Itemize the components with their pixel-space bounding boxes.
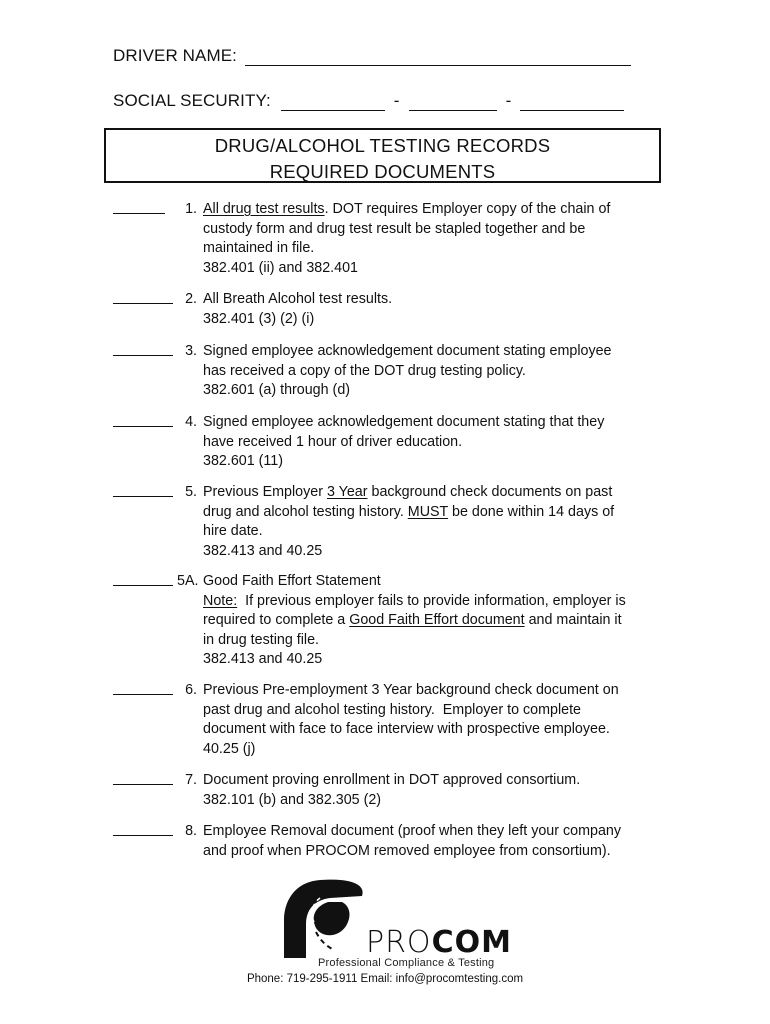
logo-tagline: Professional Compliance & Testing bbox=[318, 957, 495, 969]
checkoff-blank[interactable] bbox=[113, 585, 173, 586]
checkoff-blank[interactable] bbox=[113, 784, 173, 785]
item-text bbox=[203, 200, 673, 278]
item-text-line: and maintain it bbox=[524, 612, 622, 628]
checkoff-blank[interactable] bbox=[113, 355, 173, 356]
item-text-line: be done within 14 days of bbox=[448, 503, 615, 520]
item-text bbox=[203, 681, 673, 759]
item-text-line: Signed employee acknowledgement document stating employee bbox=[203, 343, 612, 359]
item-number: 5A. bbox=[177, 573, 199, 589]
regulation-reference: 40.25 (j) bbox=[203, 740, 256, 757]
item-text-underlined: Note: bbox=[203, 592, 238, 609]
item-number: 3. bbox=[185, 343, 197, 359]
ssn-blank-3[interactable] bbox=[520, 94, 624, 111]
checkoff-blank[interactable] bbox=[113, 213, 165, 214]
regulation-reference: 382.401 (ii) and 382.401 bbox=[203, 259, 359, 276]
ssn-blank-1[interactable] bbox=[281, 94, 385, 111]
item-text-line: past drug and alcohol testing history. Employer to complete bbox=[203, 701, 582, 718]
item-text-line: Previous Employer bbox=[203, 484, 327, 500]
regulation-reference: 382.101 (b) and 382.305 (2) bbox=[203, 791, 382, 808]
document-title-box bbox=[104, 128, 661, 183]
item-text-line: background check documents on past bbox=[367, 484, 613, 500]
item-text bbox=[203, 771, 673, 810]
item-text-line: have received 1 hour of driver education. bbox=[203, 433, 463, 450]
item-text-line: Signed employee acknowledgement document stating that they bbox=[203, 414, 605, 430]
item-text-line: Good Faith Effort Statement bbox=[203, 573, 381, 589]
checkoff-blank[interactable] bbox=[113, 303, 173, 304]
item-text-underlined: MUST bbox=[407, 503, 449, 520]
item-number: 8. bbox=[185, 823, 197, 839]
item-text-line: Previous Pre-employment 3 Year background check document on bbox=[203, 682, 619, 698]
item-number: 2. bbox=[185, 291, 197, 307]
procom-logo bbox=[280, 876, 560, 986]
item-text bbox=[203, 572, 673, 670]
document-title: DRUG/ALCOHOL TESTING RECORDS bbox=[214, 135, 551, 156]
item-text-line: required to complete a bbox=[203, 612, 350, 628]
item-text-line: hire date. bbox=[203, 523, 263, 539]
item-text bbox=[203, 342, 673, 401]
item-text-line: maintained in file. bbox=[203, 240, 315, 256]
item-text-underlined: 3 Year bbox=[326, 484, 368, 500]
item-text bbox=[203, 822, 673, 861]
item-text-underlined: All drug test results bbox=[203, 201, 325, 217]
regulation-reference: 382.413 and 40.25 bbox=[203, 651, 323, 667]
item-text-line: Document proving enrollment in DOT approved consortium. bbox=[203, 772, 581, 788]
item-text-line: custody form and drug test result be stapled together and be bbox=[203, 220, 586, 237]
road-curve-icon bbox=[280, 876, 370, 961]
item-number: 4. bbox=[185, 414, 197, 430]
item-text-line: has received a copy of the DOT drug testing policy. bbox=[203, 362, 526, 379]
item-text-line: . DOT requires Employer copy of the chain of bbox=[324, 201, 611, 217]
ssn-separator: - bbox=[505, 91, 512, 110]
logo-word-bold: COM bbox=[431, 925, 512, 960]
driver-name-label: DRIVER NAME: bbox=[113, 46, 237, 65]
driver-name-blank[interactable] bbox=[245, 49, 631, 66]
driver-name-row bbox=[113, 46, 631, 66]
item-text-line: in drug testing file. bbox=[203, 631, 320, 648]
item-text-underlined: Good Faith Effort document bbox=[349, 612, 525, 628]
regulation-reference: 382.601 (11) bbox=[203, 453, 284, 469]
checkoff-blank[interactable] bbox=[113, 496, 173, 497]
ssn-label: SOCIAL SECURITY: bbox=[113, 91, 271, 110]
item-number: 6. bbox=[185, 682, 197, 698]
item-text-line: If previous employer fails to provide information, employer is bbox=[237, 592, 626, 609]
checkoff-blank[interactable] bbox=[113, 694, 173, 695]
regulation-reference: 382.413 and 40.25 bbox=[203, 542, 323, 559]
item-number: 1. bbox=[185, 201, 197, 217]
item-text-line: drug and alcohol testing history. bbox=[203, 503, 408, 520]
item-text bbox=[203, 413, 673, 472]
checkoff-blank[interactable] bbox=[113, 426, 173, 427]
document-subtitle: REQUIRED DOCUMENTS bbox=[269, 161, 496, 182]
item-number: 5. bbox=[185, 484, 197, 500]
ssn-row bbox=[113, 91, 624, 111]
item-text-line: and proof when PROCOM removed employee from consortium). bbox=[203, 842, 611, 859]
checkoff-blank[interactable] bbox=[113, 835, 173, 836]
ssn-separator: - bbox=[393, 91, 400, 110]
logo-wordmark bbox=[366, 925, 512, 960]
item-number: 7. bbox=[185, 772, 197, 788]
item-text-line: document with face to face interview with prospective employee. bbox=[203, 721, 610, 737]
regulation-reference: 382.601 (a) through (d) bbox=[203, 382, 351, 398]
regulation-reference: 382.401 (3) (2) (i) bbox=[203, 310, 315, 327]
logo-word-light: PRO bbox=[366, 925, 432, 960]
item-text bbox=[203, 290, 673, 329]
item-text-line: All Breath Alcohol test results. bbox=[203, 291, 393, 307]
ssn-blank-2[interactable] bbox=[409, 94, 497, 111]
contact-footer: Phone: 719-295-1911 Email: info@procomtesting.com bbox=[246, 973, 524, 985]
item-text-line: Employee Removal document (proof when they left your company bbox=[203, 823, 621, 839]
item-text bbox=[203, 483, 673, 561]
